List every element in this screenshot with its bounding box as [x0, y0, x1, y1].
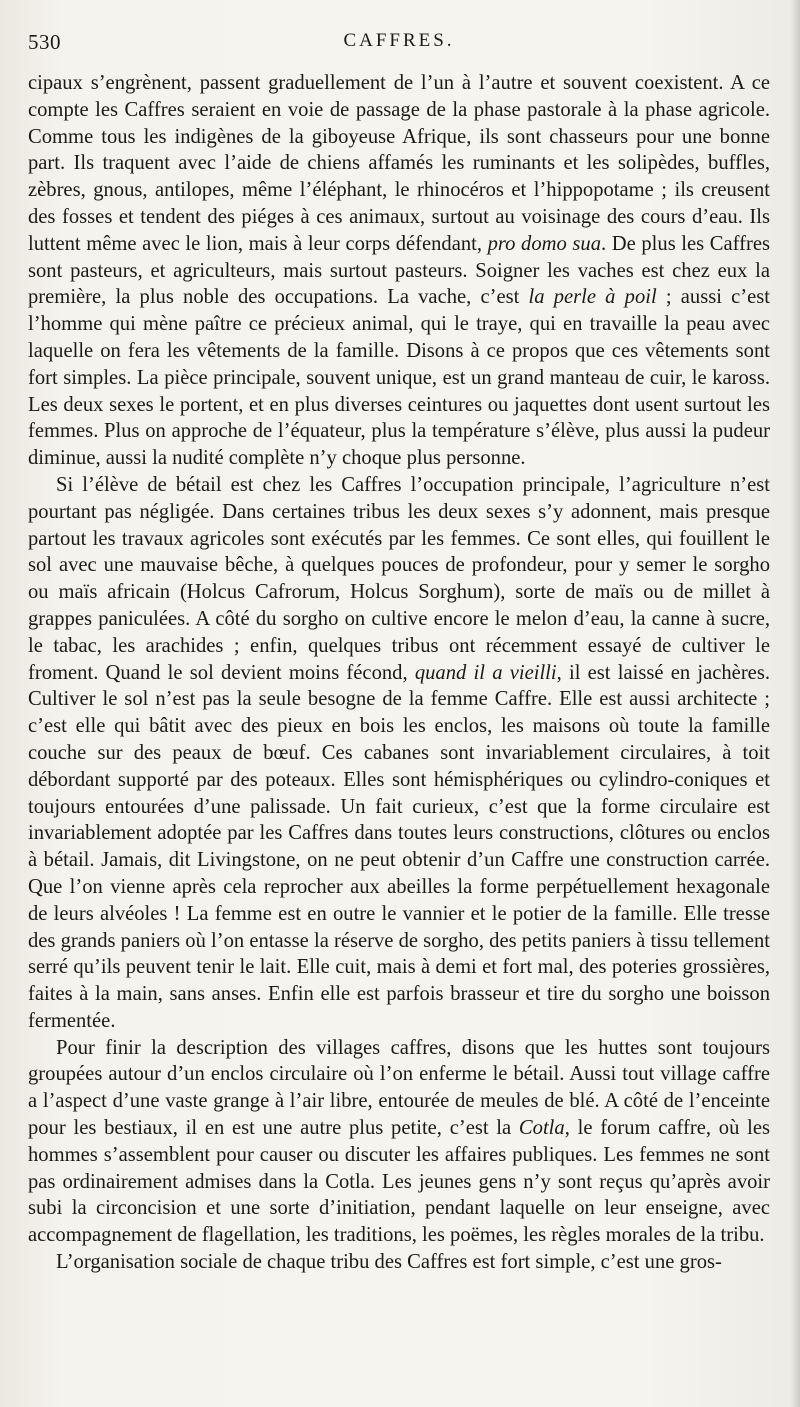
running-head: CAFFRES. — [343, 30, 455, 51]
text-run: Pour finir la description des villages caffres, disons que les huttes sont toujours groupées autour d’un enclos circulaire où l’on enferme le bétail. Aussi tout village caffre a l’aspect d’une vaste grange à l’air libre, entourée de meules de blé. A côté de l’enceinte pour les bestiaux, il en est une autre plus petite, c’est la — [28, 1036, 770, 1140]
paragraph — [28, 1035, 770, 1249]
italic-text: quand il a vieilli — [414, 661, 557, 684]
text-run: cipaux s’engrènent, passent graduellement de l’un à l’autre et souvent coexistent. A ce compte les Caffres seraient en voie de passage de la phase pastorale à la phase agricole. Comme tous les indigènes de la giboyeuse Afrique, ils sont chasseurs pour une bonne part. Ils traquent avec l’aide de chiens affamés les ruminants et les solipèdes, buffles, zèbres, gnous, antilopes, même l’éléphant, le rhinocéros et l’hippopotame ; ils creusent des fosses et tendent des piéges à ces animaux, surtout au voisinage des cours d’eau. Ils luttent même avec le lion, mais à leur corps défendant, — [28, 72, 770, 255]
italic-text: pro domo sua — [487, 232, 602, 255]
paragraph — [28, 70, 770, 472]
paragraph — [28, 1249, 770, 1276]
body-text — [28, 70, 770, 1276]
italic-text: la perle à poil — [528, 286, 657, 309]
page-header — [28, 22, 770, 62]
text-run: Si l’élève de bétail est chez les Caffres l’occupation principale, l’agriculture n’est pourtant pas négligée. Dans certaines tribus les deux sexes s’y adonnent, mais presque partout les travaux agricoles sont exécutés par les femmes. Ce sont elles, qui fouillent le sol avec une mauvaise bêche, à quelques pouces de profondeur, pour y semer le sorgho ou maïs africain (Holcus Cafrorum, Holcus Sorghum), sorte de maïs ou de millet à grappes paniculées. A côté du sorgho on cultive encore le melon d’eau, la canne à sucre, le tabac, les arachides ; enfin, quelques tribus ont récemment essayé de cultiver le froment. Quand le sol devient moins fécond, — [28, 473, 770, 684]
page-number: 530 — [28, 30, 61, 54]
text-run: , il est laissé en jachères. Cultiver le sol n’est pas la seule besogne de la femme Caffre. Elle est aussi architecte ; c’est elle qui bâtit avec des pieux en bois les enclos, les maisons où toute la famille couche sur des peaux de bœuf. Ces cabanes sont invariablement circulaires, à toit débordant supporté par des poteaux. Elles sont hémisphériques ou cylindro-coniques et toujours entourées d’une palissade. Un fait curieux, c’est que la forme circulaire est invariablement adoptée par les Caffres dans toutes leurs constructions, clôtures ou enclos à bétail. Jamais, dit Livingstone, on ne peut obtenir d’un Caffre une construction carrée. Que l’on vienne après cela reprocher aux abeilles la forme perpétuellement hexagonale de leurs alvéoles ! La femme est en outre le vannier et le potier de la famille. Elle tresse des grands paniers où l’on entasse la réserve de sorgho, des petits paniers à tissu tellement serré qu’ils peuvent tenir le lait. Elle cuit, mais à demi et fort mal, des poteries grossières, faites à la main, sans anses. Enfin elle est parfois brasseur et tire du sorgho une boisson fermentée. — [28, 661, 770, 1032]
text-run: , le forum caffre, où les hommes s’assemblent pour causer ou discuter les affaires publiques. Les femmes ne sont pas ordinairement admises dans la Cotla. Les jeunes gens n’y sont reçus qu’après avoir subi la circoncision et une sorte d’initiation, pendant laquelle on leur enseigne, avec accompagnement de flagellation, les traditions, les poëmes, les règles morales de la tribu. — [28, 1117, 770, 1247]
text-run: . De plus les Caffres sont pasteurs, et agriculteurs, mais surtout pasteurs. Soigner les vaches est chez eux la première, la plus noble des occupations. La vache, c’est — [28, 232, 770, 309]
text-run: L’organisation sociale de chaque tribu des Caffres est fort simple, c’est une gros- — [56, 1251, 722, 1274]
paragraph — [28, 472, 770, 1035]
text-run: ; aussi c’est l’homme qui mène paître ce précieux animal, qui le traye, qui en travaille la peau avec laquelle on fera les vêtements de la famille. Disons à ce propos que ces vêtements sont fort simples. La pièce principale, souvent unique, est un grand manteau de cuir, le kaross. Les deux sexes le portent, et en plus diverses ceintures ou jaquettes dont usent surtout les femmes. Plus on approche de l’équateur, plus la température s’élève, plus aussi la pudeur diminue, aussi la nudité complète n’y choque plus personne. — [28, 286, 770, 470]
italic-text: Cotla — [518, 1117, 565, 1140]
